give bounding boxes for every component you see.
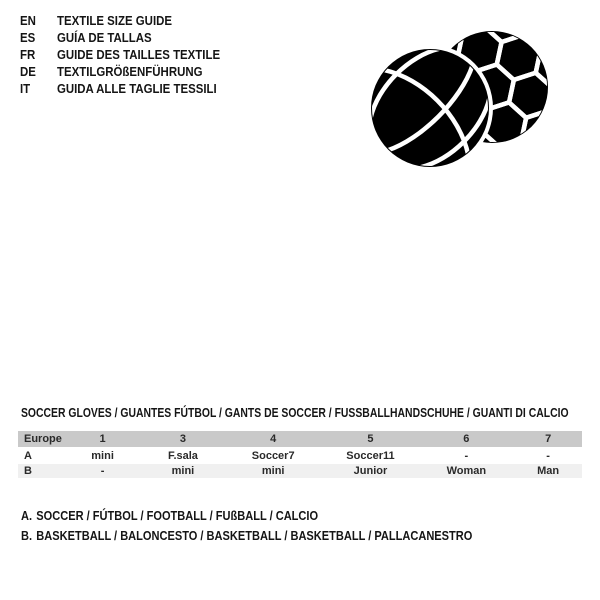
language-row-it [20,80,220,97]
language-row-de [20,63,220,80]
size-table [18,431,582,478]
table-cell: - [514,449,582,464]
header-cell-size-6: 6 [418,431,514,449]
language-label: TEXTILGRÖßENFÜHRUNG [56,64,203,79]
language-code: IT [20,81,31,96]
language-guide-list [20,12,247,97]
footnotes [21,505,552,545]
language-label: GUIDA ALLE TAGLIE TESSILI [56,81,217,96]
table-cell: F.sala [142,449,224,464]
header-cell-size-4: 4 [224,431,323,449]
header-cell-europe: Europe [18,431,63,449]
footnote-a [21,505,472,525]
row-label: B [18,464,63,478]
language-code: ES [20,30,36,45]
footnote-key: B. [21,527,33,543]
language-label: GUIDE DES TAILLES TEXTILE [56,47,221,62]
table-cell: mini [142,464,224,478]
language-label: TEXTILE SIZE GUIDE [56,13,173,28]
table-cell: Soccer11 [323,449,419,464]
footnote-key: A. [21,507,33,523]
row-label: A [18,449,63,464]
balls-graphic [363,24,553,169]
header-cell-size-3: 3 [142,431,224,449]
header-cell-size-1: 1 [63,431,142,449]
footnote-b [21,525,472,545]
header-cell-size-7: 7 [514,431,582,449]
section-title: SOCCER GLOVES / GUANTES FÚTBOL / GANTS DE SOCCER / FUSSBALLHANDSCHUHE / GUANTI DI CALCIO [21,405,569,420]
table-row-a [18,449,582,464]
language-code: DE [20,64,36,79]
table-row-b [18,464,582,478]
footnote-text: SOCCER / FÚTBOL / FOOTBALL / FUßBALL / CALCIO [36,507,319,523]
table-cell: mini [63,449,142,464]
language-row-es [20,29,220,46]
table-cell: - [63,464,142,478]
language-label: GUÍA DE TALLAS [56,30,152,45]
language-code: EN [20,13,36,28]
header-cell-size-5: 5 [323,431,419,449]
footnote-text: BASKETBALL / BALONCESTO / BASKETBALL / BASKETBALL / PALLACANESTRO [36,527,473,543]
table-header-row [18,431,582,449]
table-cell: - [418,449,514,464]
language-row-fr [20,46,220,63]
table-cell: Man [514,464,582,478]
table-cell: Soccer7 [224,449,323,464]
language-row-en [20,12,220,29]
table-cell: Junior [323,464,419,478]
table-cell: Woman [418,464,514,478]
language-code: FR [20,47,36,62]
table-cell: mini [224,464,323,478]
